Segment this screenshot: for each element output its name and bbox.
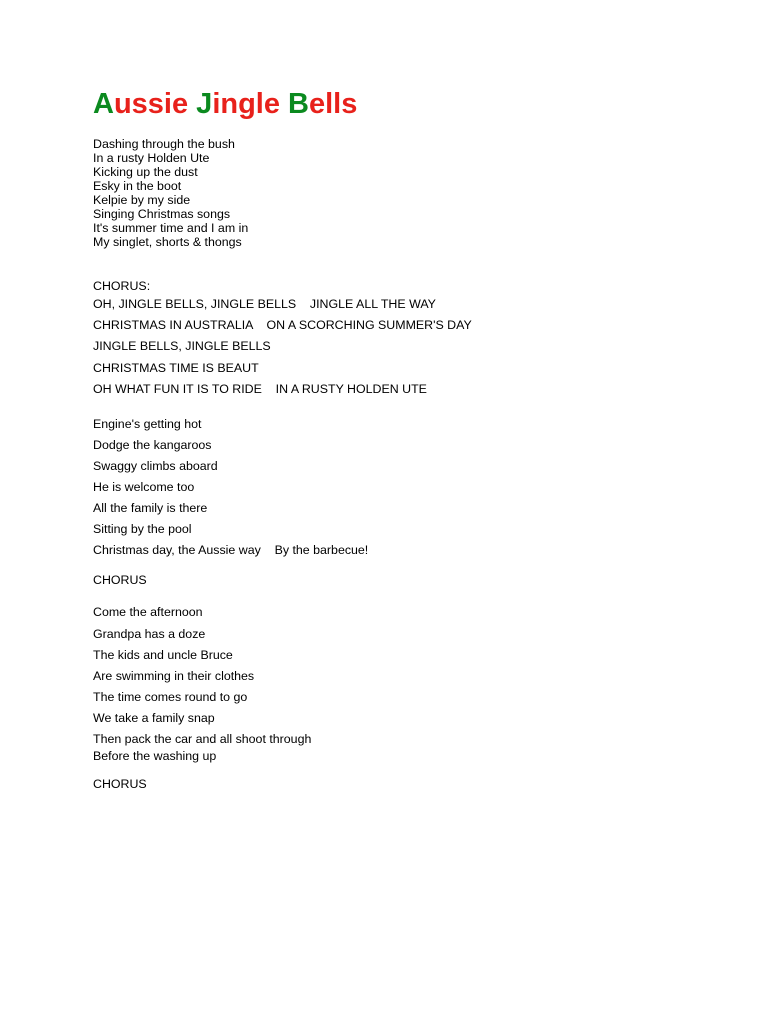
title-part: A bbox=[93, 88, 114, 120]
title-part: J bbox=[196, 88, 213, 120]
chorus-line: CHRISTMAS IN AUSTRALIA ON A SCORCHING SUMMER'S DAY bbox=[93, 318, 472, 332]
lyric-line: Esky in the boot bbox=[93, 179, 182, 193]
lyric-line: In a rusty Holden Ute bbox=[93, 151, 210, 165]
lyric-line: Kelpie by my side bbox=[93, 193, 191, 207]
chorus-line: JINGLE BELLS, JINGLE BELLS bbox=[93, 339, 271, 353]
lyric-line: The kids and uncle Bruce bbox=[93, 648, 233, 662]
chorus-heading: CHORUS: bbox=[93, 279, 151, 293]
lyric-line: Singing Christmas songs bbox=[93, 207, 231, 221]
lyric-line: Come the afternoon bbox=[93, 605, 203, 619]
lyric-line: It's summer time and I am in bbox=[93, 221, 249, 235]
lyric-line: Dodge the kangaroos bbox=[93, 438, 212, 452]
chorus-line: OH, JINGLE BELLS, JINGLE BELLS JINGLE ALL THE WAY bbox=[93, 297, 436, 311]
title-part: B bbox=[288, 88, 309, 120]
lyric-line: He is welcome too bbox=[93, 480, 195, 494]
lyric-line: Swaggy climbs aboard bbox=[93, 459, 218, 473]
lyric-line: Dashing through the bush bbox=[93, 137, 235, 151]
title-part: ussie bbox=[113, 88, 197, 120]
lyric-line: Before the washing up bbox=[93, 749, 217, 763]
title-part: ingle bbox=[212, 88, 289, 120]
lyric-line: Then pack the car and all shoot through bbox=[93, 732, 312, 746]
lyric-line: Engine's getting hot bbox=[93, 417, 202, 431]
lyric-line: The time comes round to go bbox=[93, 690, 248, 704]
chorus-line: OH WHAT FUN IT IS TO RIDE IN A RUSTY HOLDEN UTE bbox=[93, 382, 427, 396]
lyric-line: Sitting by the pool bbox=[93, 522, 192, 536]
lyric-line: Kicking up the dust bbox=[93, 165, 198, 179]
song-title bbox=[93, 84, 357, 124]
chorus-reference: CHORUS bbox=[93, 777, 147, 791]
lyric-line: My singlet, shorts & thongs bbox=[93, 235, 242, 249]
lyric-line: Are swimming in their clothes bbox=[93, 669, 255, 683]
lyric-line: Christmas day, the Aussie way By the barbecue! bbox=[93, 543, 369, 557]
lyric-line: All the family is there bbox=[93, 501, 208, 515]
chorus-reference: CHORUS bbox=[93, 573, 147, 587]
title-part: ells bbox=[309, 88, 358, 120]
chorus-line: CHRISTMAS TIME IS BEAUT bbox=[93, 361, 259, 375]
lyric-line: We take a family snap bbox=[93, 711, 215, 725]
lyric-line: Grandpa has a doze bbox=[93, 627, 206, 641]
